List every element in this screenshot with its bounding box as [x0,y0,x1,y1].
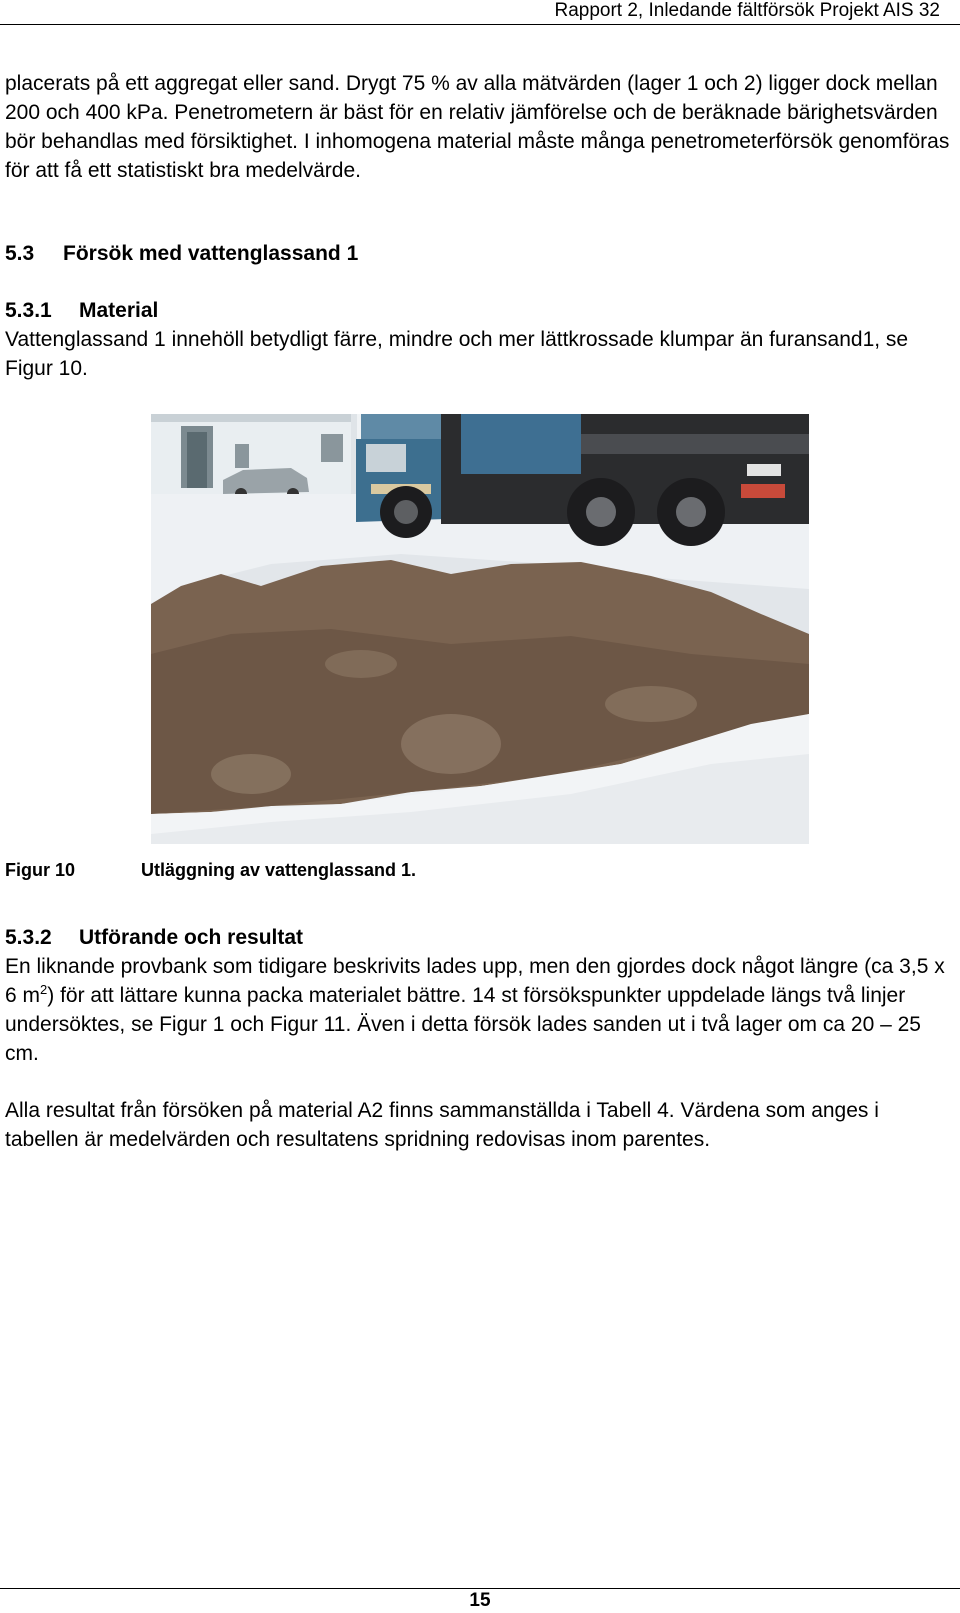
section-title: Försök med vattenglassand 1 [63,242,359,265]
section-title: Material [79,299,159,322]
section-heading-5-3-2 [5,923,303,952]
figure-label: Figur 10 [5,860,76,880]
page-header [0,0,960,25]
section-number: 5.3.2 [5,926,52,949]
paragraph-material: Vattenglassand 1 innehöll betydligt färre, mindre och mer lättkrossade klumpar än furansand1, se Figur 10. [5,328,909,380]
section-number: 5.3.1 [5,299,52,322]
paragraph-procedure-part2: ) för att lättare kunna packa materialet bättre. 14 st försökspunkter uppdelade längs två linjer undersöktes, se Figur 1 och Figur 11. Även i detta försök lades sanden ut i två lager om ca 20 – 25 cm. [5,984,921,1065]
figure-caption [5,858,416,882]
paragraph-results: Alla resultat från försöken på material A2 finns sammanställda i Tabell 4. Värdena som anges i tabellen är medelvärden och resultatens spridning redovisas inom parentes. [5,1099,879,1151]
footer-divider [0,1588,960,1589]
paragraph-procedure-part1: En liknande provbank som tidigare beskrivits lades upp, men den gjordes dock något längre (ca 3,5 x 6 m [5,955,945,1007]
section-heading-5-3-1 [5,296,158,325]
section-heading-5-3 [5,239,358,268]
sand-pile-photo [151,414,809,844]
figure-caption-text: Utläggning av vattenglassand 1. [141,860,417,880]
superscript-two: 2 [40,982,48,997]
header-title: Rapport 2, Inledande fältförsök Projekt AIS 32 [554,0,940,21]
paragraph-intro: placerats på ett aggregat eller sand. Drygt 75 % av alla mätvärden (lager 1 och 2) ligger dock mellan 200 och 400 kPa. Penetrometern är bäst för en relativ jämförelse och de beräknade bärighetsvärden bör behandlas med försiktighet. I inhomogena material måste många penetrometerförsök genomföras för att få ett statistiskt bra medelvärde. [5,72,950,182]
page-number: 15 [469,1590,491,1611]
paragraph-procedure [5,952,950,1068]
section-title: Utförande och resultat [79,926,304,949]
section-number: 5.3 [5,242,35,265]
figure-photo [151,414,809,844]
